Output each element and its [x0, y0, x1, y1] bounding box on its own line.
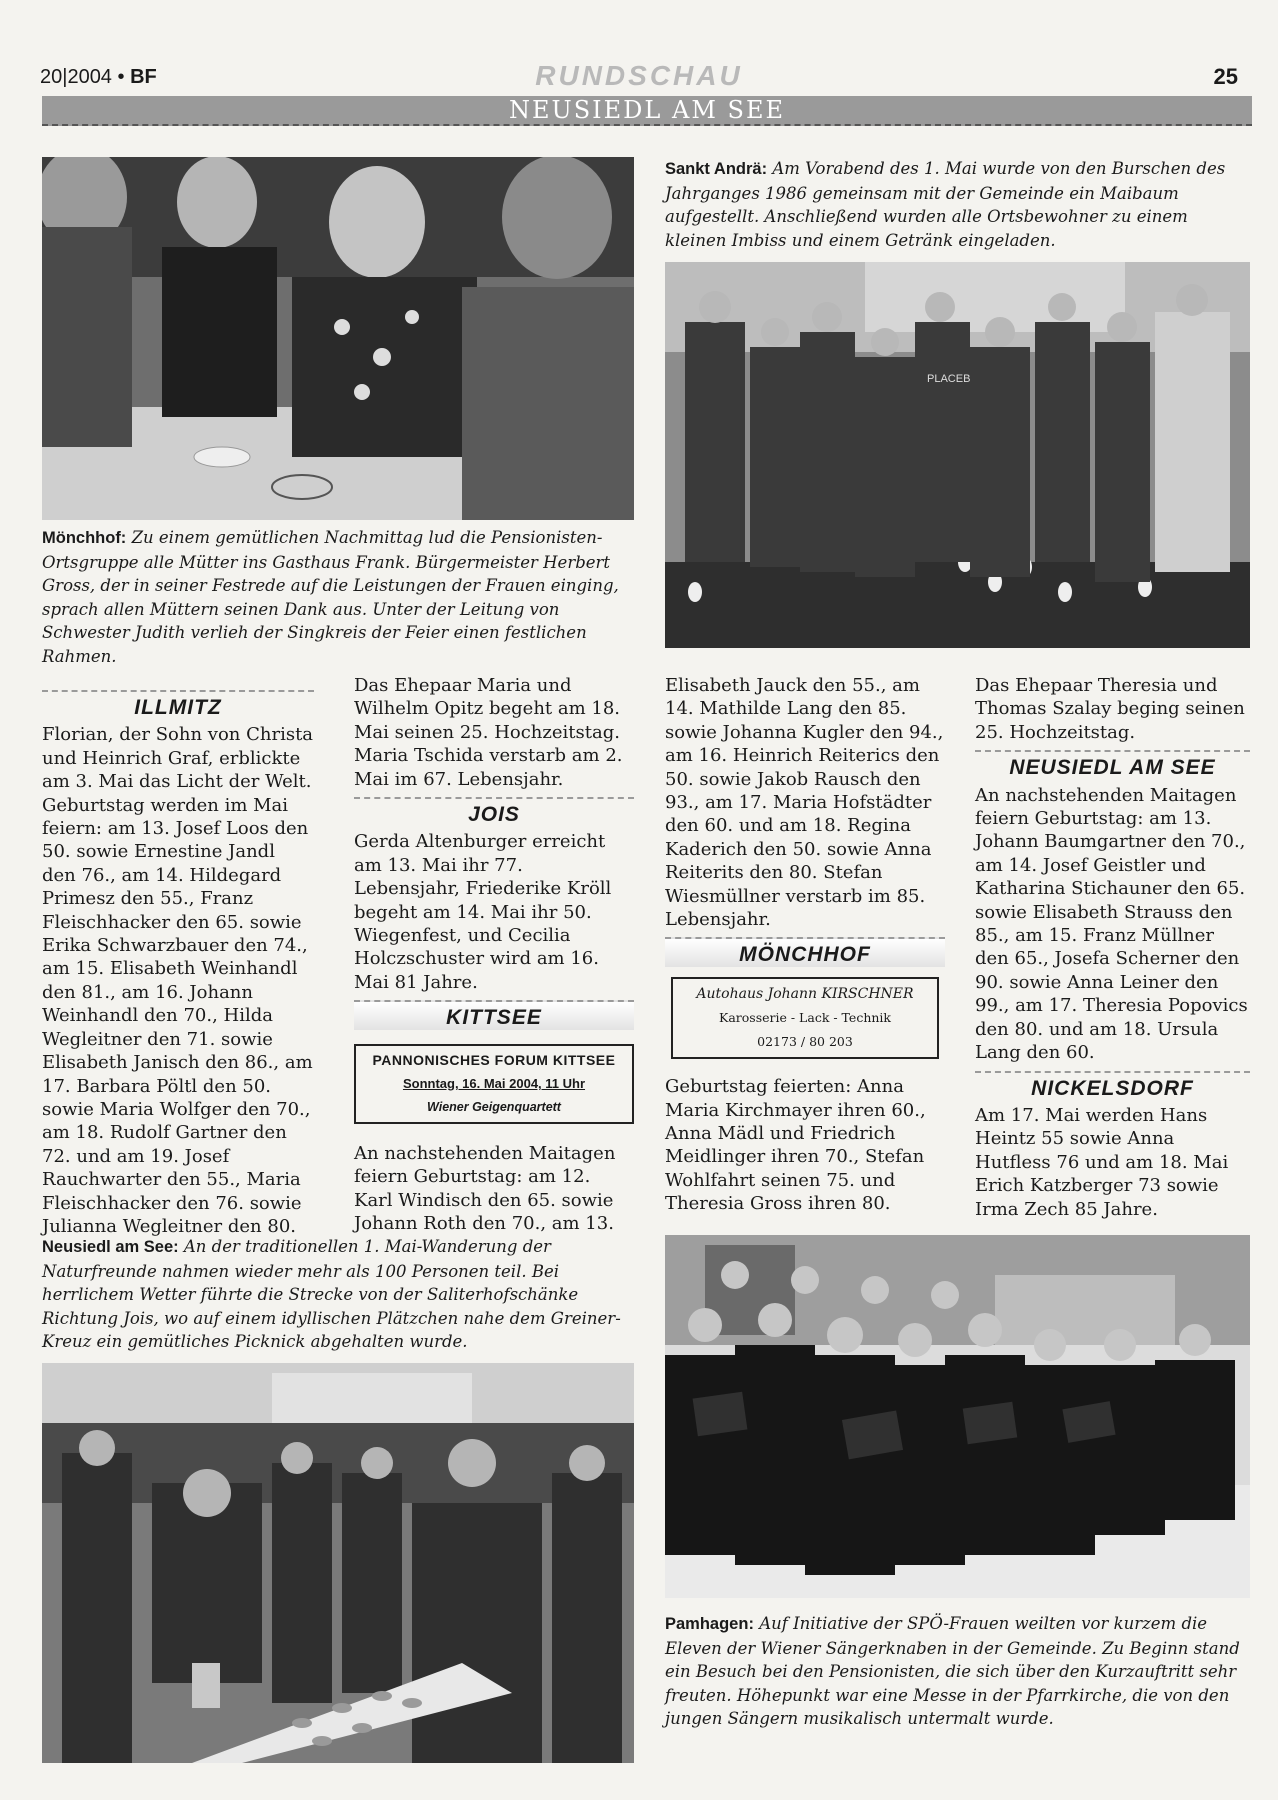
text-szalay: Das Ehepaar Theresia und Thomas Szalay beging seinen 25. Hochzeitstag.: [975, 675, 1245, 743]
text-jois: Gerda Altenburger erreicht am 13. Mai ihr 77. Lebensjahr, Friederike Kröll begeht am 14. Mai ihr 50. Wiegenfest, und Cecilia Holczschuster wird am 16. Mai 81 Jahre.: [354, 831, 612, 993]
caption-pamhagen-text: Auf Initiative der SPÖ-Frauen weilten vor kurzem die Eleven der Wiener Sängerknaben in der Gemeinde. Zu Beginn stand ein Besuch bei den Pensionisten, die sich über den Kurzauftritt sehr freuten. Höhepunkt war eine Messe in der Pfarrkirche, die von den jungen Sängern musikalisch untermalt wurde.: [665, 1614, 1240, 1728]
ad-forum-date: Sonntag, 16. Mai 2004, 11 Uhr: [402, 1076, 586, 1092]
caption-moenchhof-lead: Mönchhof:: [42, 529, 127, 547]
text-moenchhof: Geburtstag feierten: Anna Maria Kirchmayer ihren 60., Anna Mädl und Friedrich Meidlinger ihren 70., Stefan Wohlfahrt seinen 75. und Theresia Gross ihren 80.: [665, 1076, 926, 1215]
ad-pannonisches-forum: [354, 1044, 634, 1124]
ad-forum-title: PANNONISCHES FORUM KITTSEE: [372, 1051, 616, 1068]
caption-pamhagen-lead: Pamhagen:: [665, 1615, 754, 1633]
caption-neusiedl-lead: Neusiedl am See:: [42, 1238, 179, 1256]
column-illmitz: [42, 684, 314, 1238]
heading-neusiedl: NEUSIEDL AM SEE: [975, 750, 1250, 779]
photo-neusiedl-picnic: [42, 1363, 634, 1763]
text-illmitz: Florian, der Sohn von Christa und Heinrich Graf, erblickte am 3. Mai das Licht der Welt. Geburtstag werden im Mai feiern: am 13. Josef Loos den 50. sowie Ernestine Jandl den 76., am 14. Hildegard Primesz den 55., Franz Fleischhacker den 65. sowie Erika Schwarzbauer den 74., am 15. Elisabeth Weinhandl den 81., am 16. Johann Weinhandl den 70., Hilda Wegleitner den 71. sowie Elisabeth Janisch den 86., am 17. Barbara Pöltl den 50. sowie Maria Wolfger den 70., am 18. Rudolf Gartner den 72. und am 19. Josef Rauchwarter den 55., Maria Fleischhacker den 76. sowie Julianna Wegleitner den 80.: [42, 724, 314, 1237]
heading-jois: JOIS: [354, 797, 634, 826]
photo-moenchhof-seniors: [42, 157, 634, 520]
page-number: 25: [1213, 64, 1238, 89]
caption-neusiedl-text: An der traditionellen 1. Mai-Wanderung der Naturfreunde nahmen wieder mehr als 100 Personen teil. Bei herrlichem Wetter führte die Strecke von der Saliterhofschänke Richtung Jois, wo auf einem idyllischen Plätzchen nahe dem Greiner-Kreuz ein gemütliches Picknick abgehalten wurde.: [42, 1237, 621, 1351]
column-2: [354, 674, 634, 1236]
shirt-text: PLACEB: [927, 373, 971, 385]
caption-sankt-andrae-lead: Sankt Andrä:: [665, 160, 768, 178]
ad-autohaus-name: Autohaus Johann KIRSCHNER: [696, 985, 914, 1002]
ad-autohaus-kirschner: [671, 977, 939, 1059]
text-neusiedl: An nachstehenden Maitagen feiern Geburtstag: am 13. Johann Baumgartner den 70., am 14. Josef Geistler und Katharina Stichauner den 65. sowie Elisabeth Strauss den 85., am 15. Franz Müllner den 65., Josefa Scherner den 90. sowie Anna Leiner den 99., am 17. Theresia Popovics den 80. und am 18. Ursula Lang den 60.: [975, 784, 1248, 1064]
caption-neusiedl: [42, 1235, 634, 1354]
text-kittsee: An nachstehenden Maitagen feiern Geburtstag: am 12. Karl Windisch den 65. sowie Johann Roth den 70., am 13.: [354, 1142, 616, 1235]
ad-forum-event: Wiener Geigenquartett: [427, 1099, 561, 1114]
ad-autohaus-phone: 02173 / 80 203: [757, 1033, 853, 1049]
heading-illmitz: ILLMITZ: [42, 690, 314, 719]
ad-autohaus-services: Karosserie - Lack - Technik: [719, 1010, 891, 1026]
photo-pamhagen-choir: [665, 1235, 1250, 1598]
heading-moenchhof: MÖNCHHOF: [665, 937, 945, 966]
text-nickelsdorf: Am 17. Mai werden Hans Heintz 55 sowie Anna Hutfless 76 und am 18. Mai Erich Katzberger 73 sowie Irma Zech 85 Jahre.: [975, 1104, 1229, 1220]
region-title: NEUSIEDL AM SEE: [508, 96, 785, 124]
caption-sankt-andrae-text: Am Vorabend des 1. Mai wurde von den Burschen des Jahrganges 1986 gemeinsam mit der Gemeinde ein Maibaum aufgestellt. Anschließend wurden alle Ortsbewohner zu einem kleinen Imbiss und einem Getränk eingeladen.: [665, 159, 1226, 250]
text-opitz: Das Ehepaar Maria und Wilhelm Opitz begeht am 18. Mai seinen 25. Hochzeitstag. Maria Tschida verstarb am 2. Mai im 67. Lebensjahr.: [354, 675, 623, 790]
caption-sankt-andrae: [665, 157, 1240, 252]
caption-moenchhof-text: Zu einem gemütlichen Nachmittag lud die Pensionisten-Ortsgruppe alle Mütter ins Gasthaus Frank. Bürgermeister Herbert Gross, der in seiner Festrede auf die Leistungen der Frauen einging, sprach allen Müttern seinen Dank aus. Unter der Leitung von Schwester Judith verlieh der Singkreis der Feier einen festlichen Rahmen.: [42, 528, 619, 666]
text-jauck: Elisabeth Jauck den 55., am 14. Mathilde Lang den 85. sowie Johanna Kugler den 94., am 16. Heinrich Reiterics den 50. sowie Jakob Rausch den 93., am 17. Maria Hofstädter den 60. und am 18. Regina Kaderich den 50. sowie Anna Reiterits den 80. Stefan Wiesmüllner verstarb im 85. Lebensjahr.: [665, 675, 944, 931]
caption-moenchhof: [42, 526, 634, 668]
photo-sankt-andrae-group: [665, 262, 1250, 648]
section-title: RUNDSCHAU: [535, 60, 743, 91]
issue-number: 20|2004 •: [40, 66, 125, 88]
heading-kittsee: KITTSEE: [354, 1000, 634, 1029]
brand-label: BF: [130, 66, 157, 88]
caption-pamhagen: [665, 1612, 1250, 1731]
column-4: [975, 674, 1250, 1221]
heading-nickelsdorf: NICKELSDORF: [975, 1071, 1250, 1100]
column-3: [665, 674, 945, 1216]
